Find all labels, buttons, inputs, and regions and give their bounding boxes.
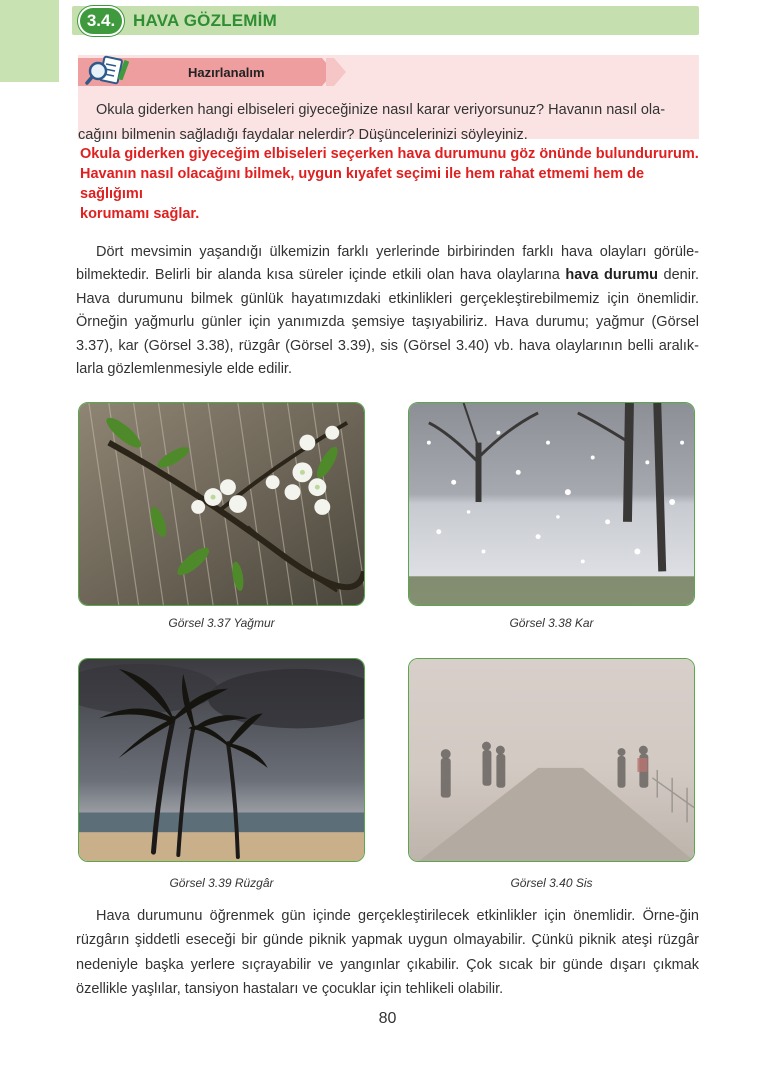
page-number: 80 (378, 1010, 397, 1027)
intro-paragraph (76, 241, 699, 381)
prep-label: Hazırlanalım (188, 65, 265, 80)
prep-question-line: Okula giderken hangi elbiseleri giyeceğinize nasıl karar veriyorsunuz? Havanın nasıl ola- (96, 102, 666, 118)
prep-answer-line: Havanın nasıl olacağını bilmek, uygun kıyafet seçimi ile hem rahat etmemi hem de sağlığımı (80, 166, 645, 202)
figure-caption: Görsel 3.37 Yağmur (168, 616, 275, 630)
snow-photo (408, 402, 695, 606)
figure-caption: Görsel 3.38 Kar (509, 616, 594, 630)
rain-photo (78, 402, 365, 606)
closing-paragraph: Hava durumunu öğrenmek gün içinde gerçekleştirilecek etkinlikler için önemlidir. Örne-ğin rüzgârın şiddetli eseceği bir günde piknik yapmak uygun olmayabilir. Çünkü piknik ateşi rüzgâr nedeniyle başka yerlere sıçrayabilir ve yangınlar çıkabilir. Çok sıcak bir günde dışarı çıkmak özellikle yaşlılar, tansiyon hastaları ve çocuklar için tehlikeli olabilir. (76, 908, 699, 998)
prep-question (78, 98, 699, 148)
prep-question-line: cağını bilmenin sağladığı faydalar nelerdir? Düşüncelerinizi söyleyiniz. (78, 127, 528, 143)
fog-photo (408, 658, 695, 862)
section-number: 3.4. (78, 6, 124, 36)
intro-text-start: Dört mevsimin yaşandığı ülkemizin farklı yerlerinde birbirinden farklı hava olayları görüle-bilmektedir. Belirli bir alanda kısa süreler içinde etkili olan hava olaylarına (76, 244, 699, 284)
figure-caption: Görsel 3.40 Sis (510, 876, 593, 890)
wind-photo (78, 658, 365, 862)
notebook-magnifier-icon (84, 54, 130, 90)
intro-text-end: denir. Hava durumunu bilmek günlük hayatımızdaki etkinlikleri gerçekleştirebilmemiz için önemlidir. Örneğin yağmurlu günler için yanımızda şemsiye taşıyabiliriz. Hava durumu; yağmur (Görsel 3.37), kar (Görsel 3.38), rüzgâr (Görsel 3.39), sis (Görsel 3.40) vb. hava olaylarının belli aralık-larla gözlemlenmesiyle elde edilir. (76, 267, 700, 378)
intro-bold-term: hava durumu (565, 267, 658, 284)
prep-answer-line: korumamı sağlar. (80, 206, 200, 222)
figure-caption: Görsel 3.39 Rüzgâr (169, 876, 274, 890)
section-title: HAVA GÖZLEMİM (133, 11, 277, 30)
prep-answer (80, 144, 699, 224)
corner-tab (0, 0, 59, 82)
prep-answer-line: Okula giderken giyeceğim elbiseleri seçerken hava durumunu göz önünde bulundururum. (80, 146, 699, 162)
